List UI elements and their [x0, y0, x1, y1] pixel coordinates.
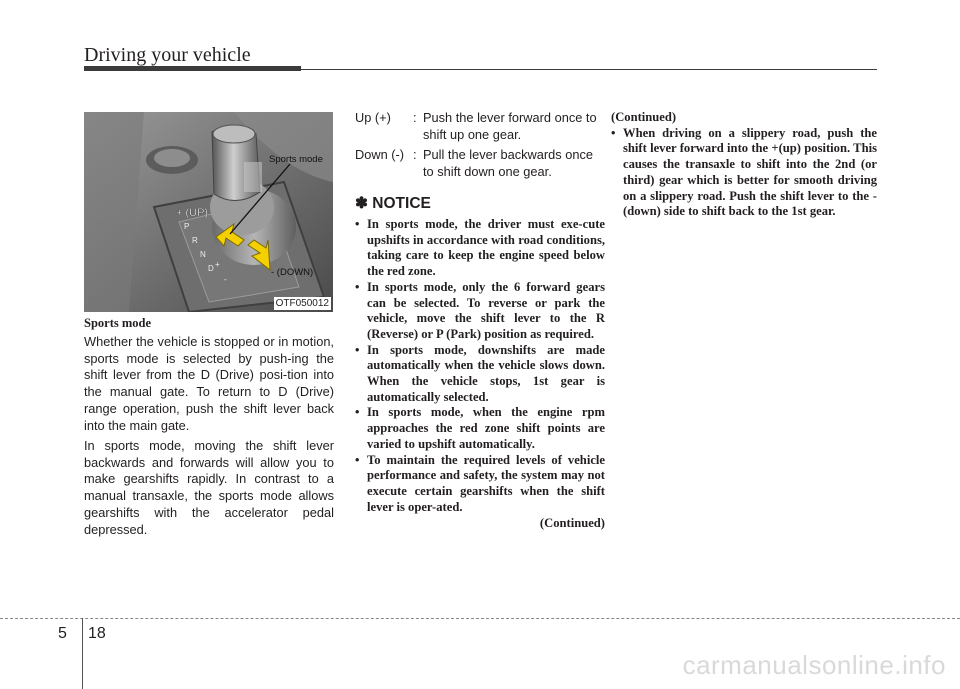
down-term: Down (-) [355, 147, 405, 162]
down-label: - (DOWN) [271, 267, 314, 278]
figure-code: OTF050012 [275, 298, 329, 309]
figure-caption: Sports mode [84, 316, 152, 330]
notice-item: • In sports mode, the driver must exe-cute upshifts in accordance with road conditions, taking care to keep the engine speed below the red zone. [355, 217, 605, 280]
header-bar [84, 66, 301, 71]
header-title: Driving your vehicle [84, 44, 251, 66]
definition-up [355, 110, 605, 143]
watermark: carmanualsonline.info [682, 650, 946, 680]
gate-letter-plus: + [215, 260, 220, 269]
footer-rule [0, 618, 960, 619]
down-description: Pull the lever backwards once to shift down one gear. [423, 147, 594, 179]
gate-letter-minus: - [224, 275, 227, 284]
paragraph-sports-mode-gearshifts: In sports mode, moving the shift lever backwards and forwards will allow you to make gearshifts rapidly. In contrast to a manual transaxle, the sports mode allows gearshifts with the accelerator pedal depressed. [84, 438, 334, 537]
shift-lever-illustration [84, 112, 333, 312]
up-label: + (UP) [176, 207, 209, 219]
gate-letter-p: P [184, 222, 190, 231]
up-description: Push the lever forward once to shift up one gear. [423, 110, 597, 142]
notice-item: • To maintain the required levels of vehicle performance and safety, the system may not execute certain gearshifts when the shift lever is oper-ated. [355, 453, 605, 516]
continued-label: (Continued) [539, 516, 605, 531]
column-three [611, 110, 877, 220]
notice-list-continued [611, 126, 877, 220]
up-term: Up (+) [355, 110, 391, 125]
colon: : [413, 147, 417, 162]
paragraph-sports-mode-selection: Whether the vehicle is stopped or in motion, sports mode is selected by push-ing the shift lever from the D (Drive) posi-tion into the manual gate. To return to D (Drive) range operation, push the shift lever back into the main gate. [84, 334, 334, 433]
gate-letter-d: D [208, 264, 214, 273]
notice-item: • In sports mode, when the engine rpm approaches the red zone shift points are varied to upshift automatically. [355, 405, 605, 452]
chapter-number: 5 [58, 625, 67, 642]
definition-down [355, 147, 605, 180]
column-two [355, 110, 605, 531]
colon: : [413, 110, 417, 125]
shift-lever-figure [84, 112, 333, 312]
notice-list [355, 217, 605, 515]
sports-mode-label: Sports mode [269, 154, 323, 165]
header-rule [301, 69, 877, 70]
footer-divider [82, 618, 83, 689]
continued-label: (Continued) [611, 110, 677, 124]
notice-heading: ✽ NOTICE [355, 195, 431, 212]
notice-item: • When driving on a slippery road, push the shift lever forward into the +(up) position. This causes the transaxle to shift into the 2nd (or third) gear which is better for smooth driving on a slippery road. Push the shift lever to the -(down) side to shift back to the 1st gear. [611, 126, 877, 220]
notice-item: • In sports mode, only the 6 forward gears can be selected. To reverse or park the vehicle, move the shift lever to the R (Reverse) or P (Park) position as required. [355, 280, 605, 343]
gate-letter-r: R [192, 236, 198, 245]
notice-item: • In sports mode, downshifts are made automatically when the vehicle slows down. When the vehicle stops, 1st gear is automatically selected. [355, 343, 605, 406]
page-number: 18 [88, 625, 106, 642]
gate-letter-n: N [200, 250, 206, 259]
